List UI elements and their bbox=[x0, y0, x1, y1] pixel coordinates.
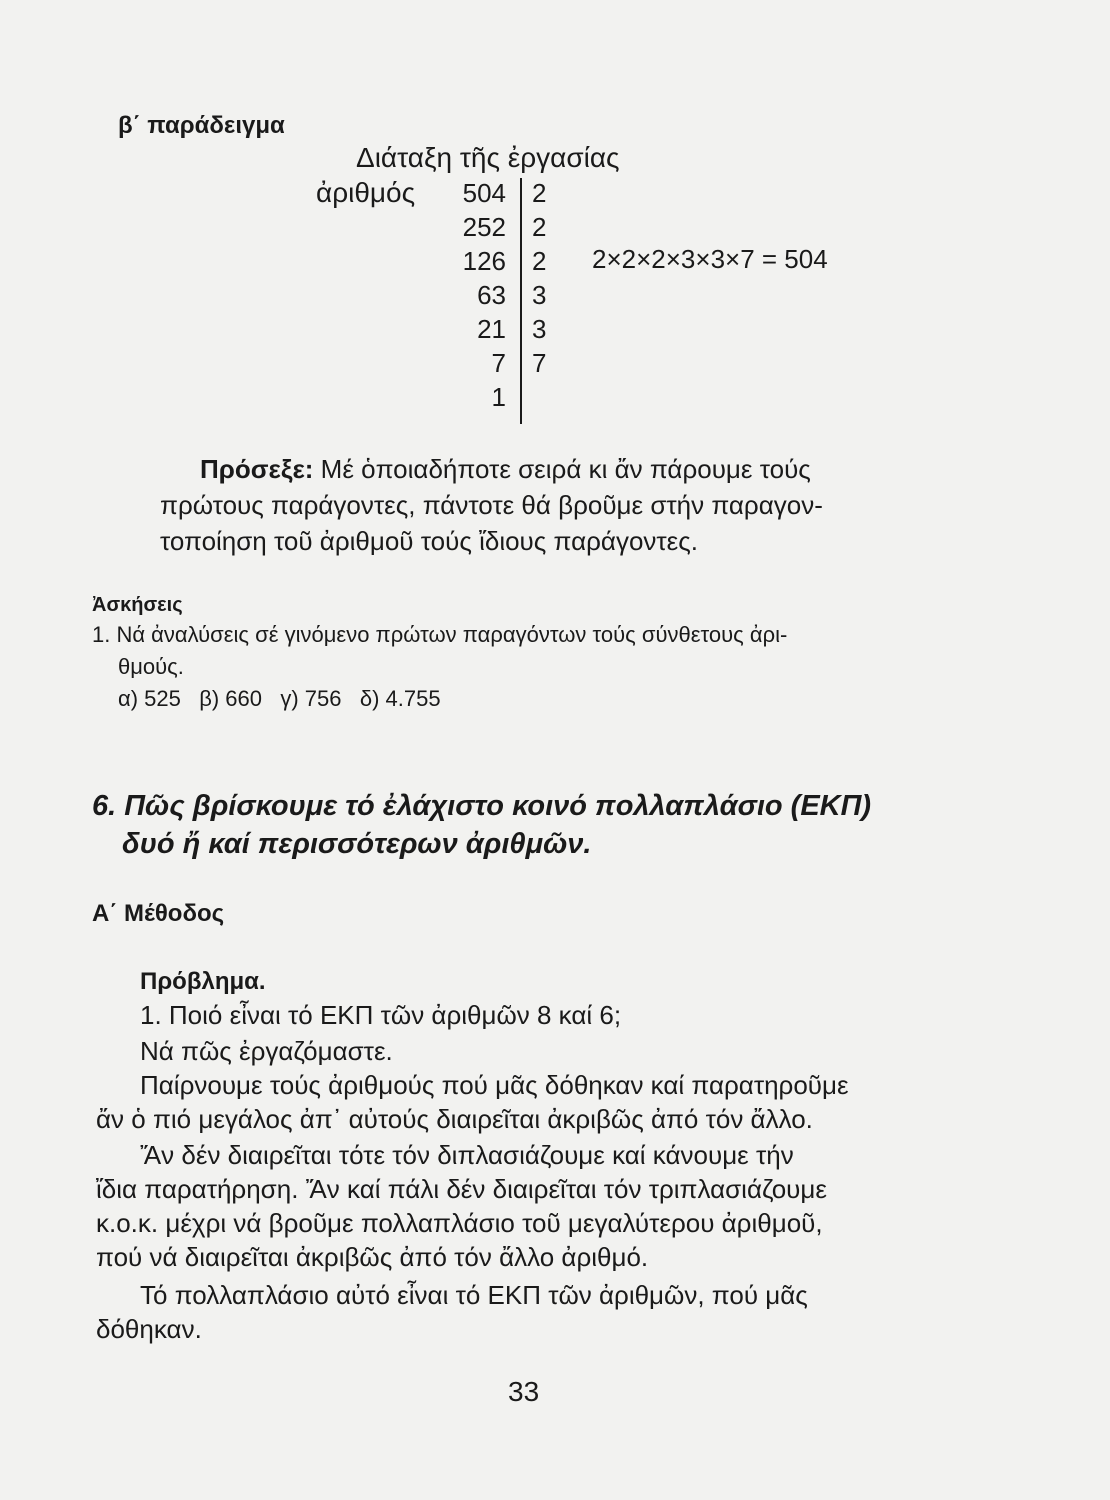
ladder-factor: 2 bbox=[532, 246, 547, 276]
layout-title: Διάταξη τῆς ἐργασίας bbox=[356, 142, 620, 173]
exercises-heading: Ἀσκήσεις bbox=[92, 594, 183, 616]
note-line: τοποίηση τοῦ ἀριθμοῦ τούς ἴδιους παράγοντες. bbox=[160, 526, 699, 556]
exercise-line: 1. Νά ἀναλύσεις σέ γινόμενο πρώτων παραγόντων τούς σύνθετους ἀρι- bbox=[92, 622, 788, 647]
problem-line: Ἄν δέν διαιρεῖται τότε τόν διπλασιάζουμε καί κάνουμε τήν bbox=[140, 1140, 794, 1170]
problem-line: δόθηκαν. bbox=[96, 1314, 202, 1344]
problem-heading: Πρόβλημα. bbox=[140, 968, 266, 995]
ladder-number: 7 bbox=[491, 348, 506, 378]
ladder-factor: 7 bbox=[532, 348, 547, 378]
problem-line: ἴδια παρατήρηση. Ἄν καί πάλι δέν διαιρεῖται τόν τριπλασιάζουμε bbox=[96, 1174, 827, 1204]
problem-line: ἄν ὁ πιό μεγάλος ἀπ᾽ αὐτούς διαιρεῖται ἀκριβῶς ἀπό τόν ἄλλο. bbox=[96, 1104, 813, 1134]
problem-line: Νά πῶς ἐργαζόμαστε. bbox=[140, 1036, 393, 1066]
ladder-number: 21 bbox=[477, 314, 506, 344]
method-heading: Α΄ Μέθοδος bbox=[92, 900, 225, 927]
problem-question: 1. Ποιό εἶναι τό ΕΚΠ τῶν ἀριθμῶν 8 καί 6; bbox=[140, 1000, 622, 1030]
ladder-number: 63 bbox=[477, 280, 506, 310]
ladder-factor: 3 bbox=[532, 280, 547, 310]
note-line: πρώτους παράγοντες, πάντοτε θά βροῦμε στήν παραγον- bbox=[160, 490, 823, 520]
page-number: 33 bbox=[508, 1376, 540, 1407]
ladder-number: 504 bbox=[462, 178, 506, 208]
ladder-number: 126 bbox=[462, 246, 506, 276]
ladder-factor: 2 bbox=[532, 212, 547, 242]
section-title-line: δυό ἤ καί περισσότερων ἀριθμῶν. bbox=[122, 828, 592, 860]
product-result: 2×2×2×3×3×7 = 504 bbox=[592, 244, 828, 274]
note-label: Πρόσεξε: bbox=[200, 454, 314, 484]
ladder-number: 1 bbox=[491, 382, 506, 412]
problem-line: κ.ο.κ. μέχρι νά βροῦμε πολλαπλάσιο τοῦ μεγαλύτερου ἀριθμοῦ, bbox=[96, 1208, 823, 1238]
exercise-answers: α) 525 β) 660 γ) 756 δ) 4.755 bbox=[118, 686, 441, 711]
example-heading: β΄ παράδειγμα bbox=[118, 112, 285, 139]
problem-line: Παίρνουμε τούς ἀριθμούς πού μᾶς δόθηκαν καί παρατηροῦμε bbox=[140, 1070, 849, 1100]
number-label: ἀριθμός bbox=[316, 177, 416, 208]
problem-line: πού νά διαιρεῖται ἀκριβῶς ἀπό τόν ἄλλο ἀριθμό. bbox=[96, 1242, 649, 1272]
section-title-line: 6. Πῶς βρίσκουμε τό ἐλάχιστο κοινό πολλαπλάσιο (ΕΚΠ) bbox=[92, 790, 872, 822]
exercise-line: θμούς. bbox=[118, 654, 184, 679]
ladder-factor: 3 bbox=[532, 314, 547, 344]
note-line: Μέ ὁποιαδήποτε σειρά κι ἄν πάρουμε τούς bbox=[313, 454, 811, 484]
problem-line: Τό πολλαπλάσιο αὐτό εἶναι τό ΕΚΠ τῶν ἀριθμῶν, πού μᾶς bbox=[140, 1280, 808, 1310]
ladder-number: 252 bbox=[462, 212, 506, 242]
ladder-factor: 2 bbox=[532, 178, 547, 208]
ladder-divider-line bbox=[520, 178, 522, 424]
